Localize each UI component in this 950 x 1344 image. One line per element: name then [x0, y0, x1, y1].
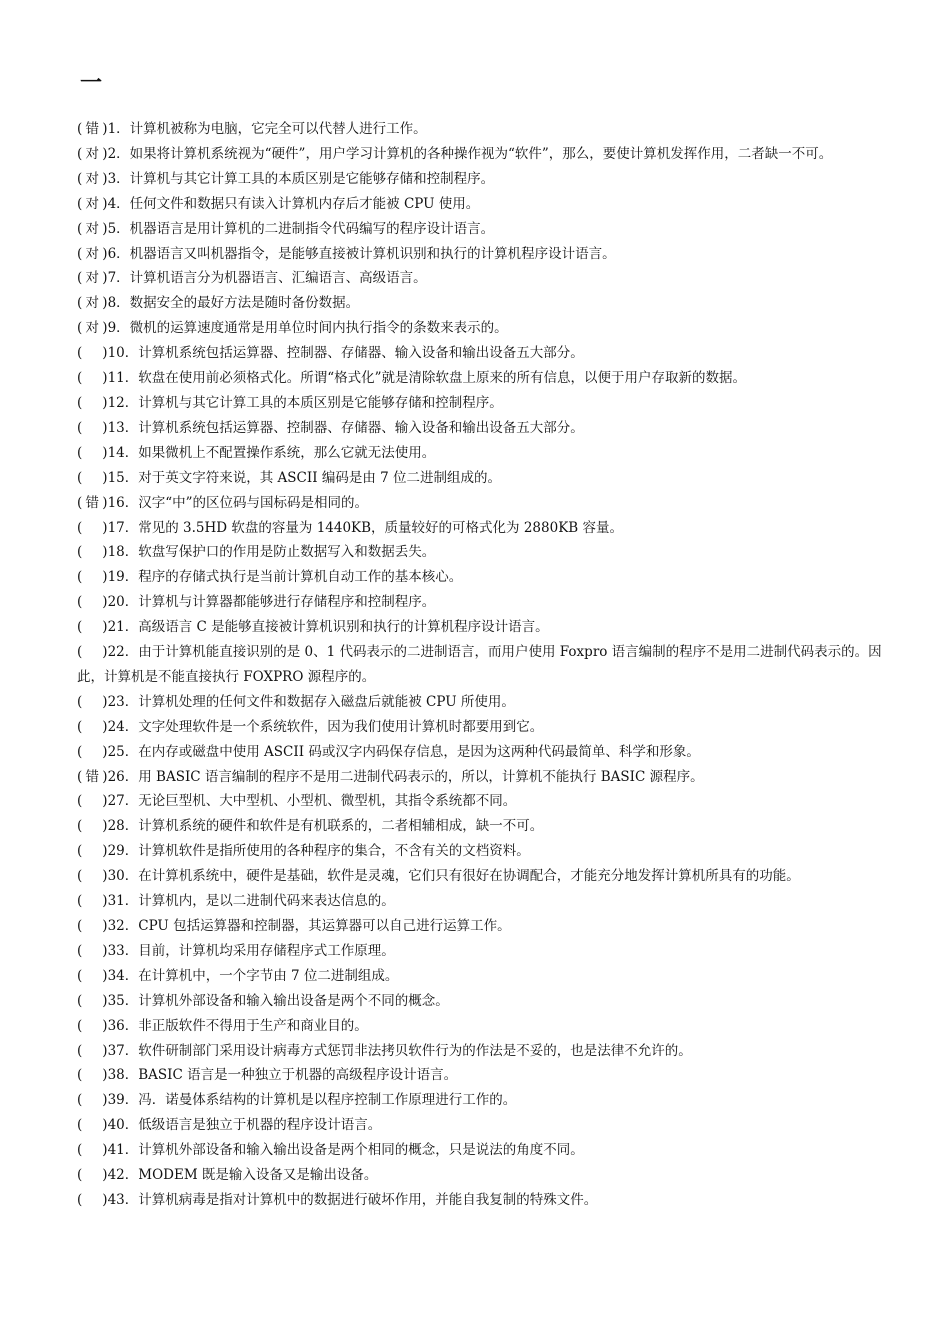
answer-paren-open: ( — [77, 1191, 83, 1208]
question-item — [77, 864, 903, 889]
question-number: 8． — [107, 295, 130, 312]
question-number: 14． — [107, 444, 139, 461]
answer-paren-close: ) — [102, 1042, 108, 1059]
question-item — [77, 964, 903, 989]
answer-paren-close: ) — [102, 320, 108, 337]
answer-paren-close: ) — [102, 419, 108, 436]
answer-paren-close: ) — [102, 270, 108, 287]
answer-paren-close: ) — [102, 1067, 108, 1084]
question-text: 如果微机上不配置操作系统，那么它就无法使用。 — [138, 444, 436, 461]
question-number: 25． — [107, 743, 139, 760]
answer-paren-close: ) — [102, 743, 108, 760]
question-text: 如果将计算机系统视为“硬件”，用户学习计算机的各种操作视为“软件”，那么，要使计算机发挥作用，二者缺一不可。 — [129, 145, 833, 162]
question-text: 非正版软件不得用于生产和商业目的。 — [138, 1017, 368, 1034]
question-item — [77, 391, 903, 416]
answer-mark: 错 — [85, 768, 100, 785]
question-item — [77, 715, 903, 740]
question-item — [77, 939, 903, 964]
question-text: 计算机外部设备和输入输出设备是两个不同的概念。 — [138, 992, 449, 1009]
question-item — [77, 516, 903, 541]
question-number: 19． — [107, 569, 139, 586]
question-text: 微机的运算速度通常是用单位时间内执行指令的条数来表示的。 — [129, 320, 508, 337]
question-text: 软盘在使用前必须格式化。所谓“格式化”就是清除软盘上原来的所有信息，以便于用户存取新的数据。 — [138, 370, 747, 387]
question-list — [77, 117, 903, 1213]
question-number: 43． — [107, 1191, 139, 1208]
question-text: 无论巨型机、大中型机、小型机、微型机，其指令系统都不同。 — [138, 793, 517, 810]
answer-paren-open: ( — [77, 1117, 83, 1134]
question-number: 29． — [107, 843, 139, 860]
question-number: 28． — [107, 818, 139, 835]
question-number: 15． — [107, 469, 139, 486]
question-number: 36． — [107, 1017, 139, 1034]
answer-paren-open: ( — [77, 1167, 83, 1184]
question-item — [77, 466, 903, 491]
question-number: 7． — [107, 270, 130, 287]
question-number: 24． — [107, 718, 139, 735]
question-number: 18． — [107, 544, 139, 561]
question-item — [77, 1113, 903, 1138]
question-item — [77, 640, 903, 690]
question-item — [77, 914, 903, 939]
question-item — [77, 416, 903, 441]
question-number: 37． — [107, 1042, 139, 1059]
question-item — [77, 167, 903, 192]
question-number: 12． — [107, 394, 139, 411]
answer-paren-open: ( — [77, 544, 83, 561]
answer-paren-open: ( — [77, 444, 83, 461]
question-text: 目前，计算机均采用存储程序式工作原理。 — [138, 942, 395, 959]
question-number: 9． — [107, 320, 130, 337]
question-item — [77, 814, 903, 839]
question-number: 22． — [107, 644, 139, 661]
question-item — [77, 117, 903, 142]
question-number: 17． — [107, 519, 139, 536]
question-number: 26． — [107, 768, 139, 785]
question-text: 任何文件和数据只有读入计算机内存后才能被 CPU 使用。 — [129, 195, 480, 212]
section-heading: 一 — [80, 70, 103, 96]
question-item — [77, 1088, 903, 1113]
question-item — [77, 1014, 903, 1039]
question-item — [77, 590, 903, 615]
answer-paren-close: ) — [102, 569, 108, 586]
answer-paren-open: ( — [77, 693, 83, 710]
answer-paren-open: ( — [77, 394, 83, 411]
answer-mark: 对 — [85, 295, 100, 312]
question-text: 在计算机中，一个字节由 7 位二进制组成。 — [138, 967, 399, 984]
question-text: 程序的存储式执行是当前计算机自动工作的基本核心。 — [138, 569, 463, 586]
question-item — [77, 1039, 903, 1064]
answer-paren-close: ) — [102, 370, 108, 387]
question-item — [77, 839, 903, 864]
question-text: 汉字“中”的区位码与国标码是相同的。 — [138, 494, 369, 511]
answer-paren-close: ) — [102, 967, 108, 984]
question-text: CPU 包括运算器和控制器，其运算器可以自己进行运算工作。 — [138, 918, 511, 934]
answer-paren-open: ( — [77, 793, 83, 810]
answer-mark: 对 — [85, 320, 100, 337]
answer-paren-open: ( — [77, 195, 83, 212]
answer-paren-open: ( — [77, 519, 83, 536]
question-item — [77, 192, 903, 217]
answer-paren-open: ( — [77, 469, 83, 486]
answer-paren-close: ) — [102, 544, 108, 561]
answer-paren-open: ( — [77, 121, 83, 137]
answer-paren-open: ( — [77, 494, 83, 511]
answer-mark: 对 — [85, 220, 100, 237]
answer-paren-open: ( — [77, 320, 83, 337]
answer-paren-open: ( — [77, 967, 83, 984]
answer-paren-open: ( — [77, 768, 83, 785]
question-number: 1． — [107, 121, 130, 137]
question-number: 5． — [107, 220, 130, 237]
question-text: 冯．诺曼体系结构的计算机是以程序控制工作原理进行工作的。 — [138, 1092, 517, 1109]
answer-mark: 对 — [85, 245, 100, 262]
answer-paren-close: ) — [102, 519, 108, 536]
question-item — [77, 765, 903, 790]
answer-paren-close: ) — [102, 992, 108, 1009]
question-number: 42． — [107, 1167, 139, 1184]
answer-paren-open: ( — [77, 1142, 83, 1159]
answer-paren-open: ( — [77, 1017, 83, 1034]
question-number: 40． — [107, 1117, 139, 1134]
question-item — [77, 341, 903, 366]
question-number: 20． — [107, 594, 139, 611]
question-text: 计算机与其它计算工具的本质区别是它能够存储和控制程序。 — [129, 170, 495, 187]
question-number: 35． — [107, 992, 139, 1009]
question-text: 低级语言是独立于机器的程序设计语言。 — [138, 1117, 382, 1134]
question-number: 30． — [107, 868, 139, 885]
answer-paren-close: ) — [102, 868, 108, 885]
question-number: 39． — [107, 1092, 139, 1109]
question-text: 对于英文字符来说，其 ASCII 编码是由 7 位二进制组成的。 — [138, 469, 501, 486]
question-text: 文字处理软件是一个系统软件，因为我们使用计算机时都要用到它。 — [138, 718, 544, 735]
question-item — [77, 1063, 903, 1088]
question-number: 13． — [107, 419, 139, 436]
question-text: 计算机与其它计算工具的本质区别是它能够存储和控制程序。 — [138, 394, 503, 411]
question-number: 16． — [107, 494, 139, 511]
answer-paren-open: ( — [77, 918, 83, 934]
answer-paren-close: ) — [102, 644, 108, 661]
answer-paren-open: ( — [77, 220, 83, 237]
question-item — [77, 615, 903, 640]
question-text: 计算机系统的硬件和软件是有机联系的，二者相辅相成，缺一不可。 — [138, 818, 544, 835]
answer-paren-open: ( — [77, 1042, 83, 1059]
answer-paren-open: ( — [77, 419, 83, 436]
answer-paren-open: ( — [77, 868, 83, 885]
answer-paren-close: ) — [102, 1142, 108, 1159]
question-text: 常见的 3.5HD 软盘的容量为 1440KB，质量较好的可格式化为 2880KB 容量。 — [138, 519, 623, 536]
answer-paren-open: ( — [77, 345, 83, 362]
answer-paren-open: ( — [77, 843, 83, 860]
answer-mark: 对 — [85, 270, 100, 287]
answer-paren-open: ( — [77, 893, 83, 910]
answer-paren-open: ( — [77, 1092, 83, 1109]
answer-paren-close: ) — [102, 494, 108, 511]
answer-mark: 错 — [85, 494, 100, 511]
question-number: 21． — [107, 619, 139, 636]
answer-paren-open: ( — [77, 270, 83, 287]
answer-paren-open: ( — [77, 942, 83, 959]
answer-mark: 对 — [85, 170, 100, 187]
question-number: 38． — [107, 1067, 139, 1084]
answer-paren-close: ) — [102, 693, 108, 710]
question-text: 计算机内，是以二进制代码来表达信息的。 — [138, 893, 395, 910]
question-text: 计算机系统包括运算器、控制器、存储器、输入设备和输出设备五大部分。 — [138, 345, 584, 362]
question-text: 计算机与计算器都能够进行存储程序和控制程序。 — [138, 594, 436, 611]
answer-paren-close: ) — [102, 295, 108, 312]
question-item — [77, 491, 903, 516]
question-number: 32． — [107, 918, 139, 934]
answer-paren-open: ( — [77, 1067, 83, 1084]
answer-paren-open: ( — [77, 619, 83, 636]
answer-paren-close: ) — [102, 1117, 108, 1134]
answer-paren-open: ( — [77, 818, 83, 835]
question-item — [77, 1138, 903, 1163]
answer-paren-open: ( — [77, 145, 83, 162]
answer-paren-close: ) — [102, 1191, 108, 1208]
question-item — [77, 989, 903, 1014]
question-text: BASIC 语言是一种独立于机器的高级程序设计语言。 — [138, 1067, 458, 1084]
question-text: 计算机软件是指所使用的各种程序的集合，不含有关的文档资料。 — [138, 843, 530, 860]
answer-paren-close: ) — [102, 918, 108, 934]
question-text: 计算机被称为电脑，它完全可以代替人进行工作。 — [129, 121, 427, 137]
question-item — [77, 242, 903, 267]
question-number: 23． — [107, 693, 139, 710]
question-number: 27． — [107, 793, 139, 810]
question-text: 在内存或磁盘中使用 ASCII 码或汉字内码保存信息，是因为这两种代码最简单、科学和形象。 — [138, 743, 700, 760]
answer-paren-open: ( — [77, 594, 83, 611]
answer-mark: 错 — [85, 121, 100, 137]
question-number: 4． — [107, 195, 130, 212]
question-item — [77, 740, 903, 765]
question-item — [77, 366, 903, 391]
answer-paren-close: ) — [102, 893, 108, 910]
question-number: 6． — [107, 245, 130, 262]
question-text: 机器语言又叫机器指令，是能够直接被计算机识别和执行的计算机程序设计语言。 — [129, 245, 616, 262]
question-item — [77, 690, 903, 715]
question-item — [77, 291, 903, 316]
question-number: 3． — [107, 170, 130, 187]
question-number: 33． — [107, 942, 139, 959]
question-text: 在计算机系统中，硬件是基础，软件是灵魂，它们只有很好在协调配合，才能充分地发挥计算机所具有的功能。 — [138, 868, 800, 885]
answer-paren-close: ) — [102, 195, 108, 212]
question-text: 计算机系统包括运算器、控制器、存储器、输入设备和输出设备五大部分。 — [138, 419, 584, 436]
answer-paren-close: ) — [102, 145, 108, 162]
question-item — [77, 1188, 903, 1213]
question-number: 34． — [107, 967, 139, 984]
answer-paren-close: ) — [102, 843, 108, 860]
answer-paren-close: ) — [102, 1167, 108, 1184]
question-item — [77, 540, 903, 565]
question-text: 软件研制部门采用设计病毒方式惩罚非法拷贝软件行为的作法是不妥的，也是法律不允许的。 — [138, 1042, 692, 1059]
answer-paren-close: ) — [102, 345, 108, 362]
answer-paren-open: ( — [77, 743, 83, 760]
answer-paren-close: ) — [102, 444, 108, 461]
question-item — [77, 316, 903, 341]
answer-paren-close: ) — [102, 942, 108, 959]
answer-paren-open: ( — [77, 718, 83, 735]
question-number: 2． — [107, 145, 130, 162]
question-item — [77, 441, 903, 466]
question-text: 软盘写保护口的作用是防止数据写入和数据丢失。 — [138, 544, 436, 561]
question-text: 计算机外部设备和输入输出设备是两个相同的概念，只是说法的角度不同。 — [138, 1142, 584, 1159]
answer-paren-close: ) — [102, 718, 108, 735]
answer-paren-close: ) — [102, 245, 108, 262]
answer-paren-close: ) — [102, 594, 108, 611]
question-number: 11． — [107, 370, 139, 387]
question-item — [77, 1163, 903, 1188]
answer-mark: 对 — [85, 195, 100, 212]
answer-paren-open: ( — [77, 245, 83, 262]
question-item — [77, 789, 903, 814]
question-item — [77, 217, 903, 242]
question-item — [77, 142, 903, 167]
question-text: 计算机处理的任何文件和数据存入磁盘后就能被 CPU 所使用。 — [138, 693, 515, 710]
question-text: 高级语言 C 是能够直接被计算机识别和执行的计算机程序设计语言。 — [138, 619, 549, 636]
question-number: 31． — [107, 893, 139, 910]
question-text: 机器语言是用计算机的二进制指令代码编写的程序设计语言。 — [129, 220, 495, 237]
question-number: 41． — [107, 1142, 139, 1159]
answer-paren-close: ) — [102, 170, 108, 187]
answer-paren-close: ) — [102, 1017, 108, 1034]
question-item — [77, 266, 903, 291]
answer-paren-open: ( — [77, 370, 83, 387]
answer-paren-close: ) — [102, 220, 108, 237]
answer-paren-close: ) — [102, 1092, 108, 1109]
answer-paren-open: ( — [77, 992, 83, 1009]
answer-paren-close: ) — [102, 394, 108, 411]
question-text: 计算机语言分为机器语言、汇编语言、高级语言。 — [129, 270, 427, 287]
answer-paren-close: ) — [102, 768, 108, 785]
question-text: 由于计算机能直接识别的是 0、1 代码表示的二进制语言，而用户使用 Foxpro 语言编制的程序不是用二进制代码表示的。因此，计算机是不能直接执行 FOXPRO 源程序的。 — [77, 644, 882, 685]
question-item — [77, 565, 903, 590]
question-text: MODEM 既是输入设备又是输出设备。 — [138, 1167, 378, 1184]
question-text: 计算机病毒是指对计算机中的数据进行破坏作用，并能自我复制的特殊文件。 — [138, 1191, 598, 1208]
question-item — [77, 889, 903, 914]
answer-paren-close: ) — [102, 469, 108, 486]
answer-paren-close: ) — [102, 121, 108, 137]
answer-paren-open: ( — [77, 295, 83, 312]
question-number: 10． — [107, 345, 139, 362]
answer-paren-close: ) — [102, 619, 108, 636]
answer-paren-open: ( — [77, 170, 83, 187]
answer-paren-open: ( — [77, 569, 83, 586]
answer-paren-open: ( — [77, 644, 83, 661]
answer-mark: 对 — [85, 145, 100, 162]
question-text: 数据安全的最好方法是随时备份数据。 — [129, 295, 360, 312]
question-text: 用 BASIC 语言编制的程序不是用二进制代码表示的，所以，计算机不能执行 BASIC 源程序。 — [138, 768, 704, 785]
answer-paren-close: ) — [102, 818, 108, 835]
answer-paren-close: ) — [102, 793, 108, 810]
